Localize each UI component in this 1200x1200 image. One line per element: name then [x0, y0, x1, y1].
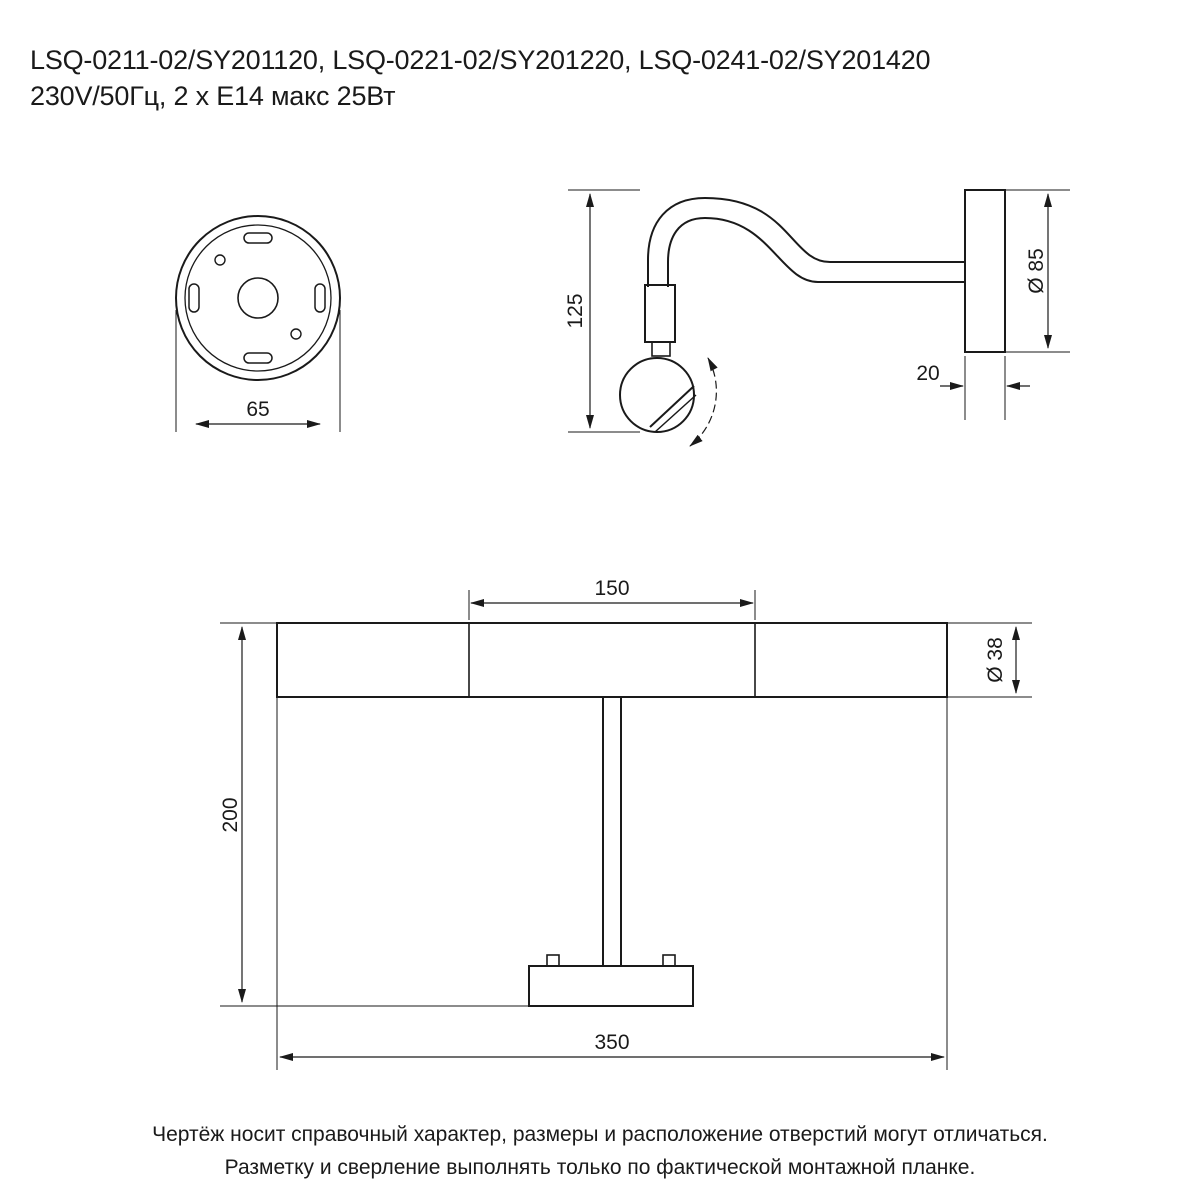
base-plate-front-view	[176, 216, 340, 380]
dim-label-diameter-38: Ø 38	[984, 637, 1007, 683]
dim-label-20: 20	[916, 362, 940, 385]
drawing-footer-note	[0, 1118, 1200, 1184]
footer-note-line-1: Чертёж носит справочный характер, размеры и расположение отверстий могут отличаться.	[152, 1123, 1048, 1146]
lamp-side-view	[620, 190, 1005, 446]
dim-label-200: 200	[219, 797, 242, 833]
dim-label-diameter-85: Ø 85	[1025, 248, 1048, 294]
dim-label-150: 150	[594, 577, 630, 600]
dimension-base-depth	[940, 356, 1030, 420]
electrical-specs: 230V/50Гц, 2 х Е14 макс 25Вт	[30, 81, 396, 111]
dim-label-350: 350	[594, 1031, 630, 1054]
dim-label-125: 125	[564, 293, 587, 329]
footer-note-line-2: Разметку и сверление выполнять только по фактической монтажной планке.	[224, 1156, 976, 1179]
model-numbers: LSQ-0211-02/SY201120, LSQ-0221-02/SY201220, LSQ-0241-02/SY201420	[30, 45, 931, 75]
dimension-total-width	[277, 697, 947, 1070]
dimension-total-height	[220, 623, 529, 1006]
dim-label-65: 65	[246, 398, 270, 421]
lamp-front-view	[277, 623, 947, 1006]
